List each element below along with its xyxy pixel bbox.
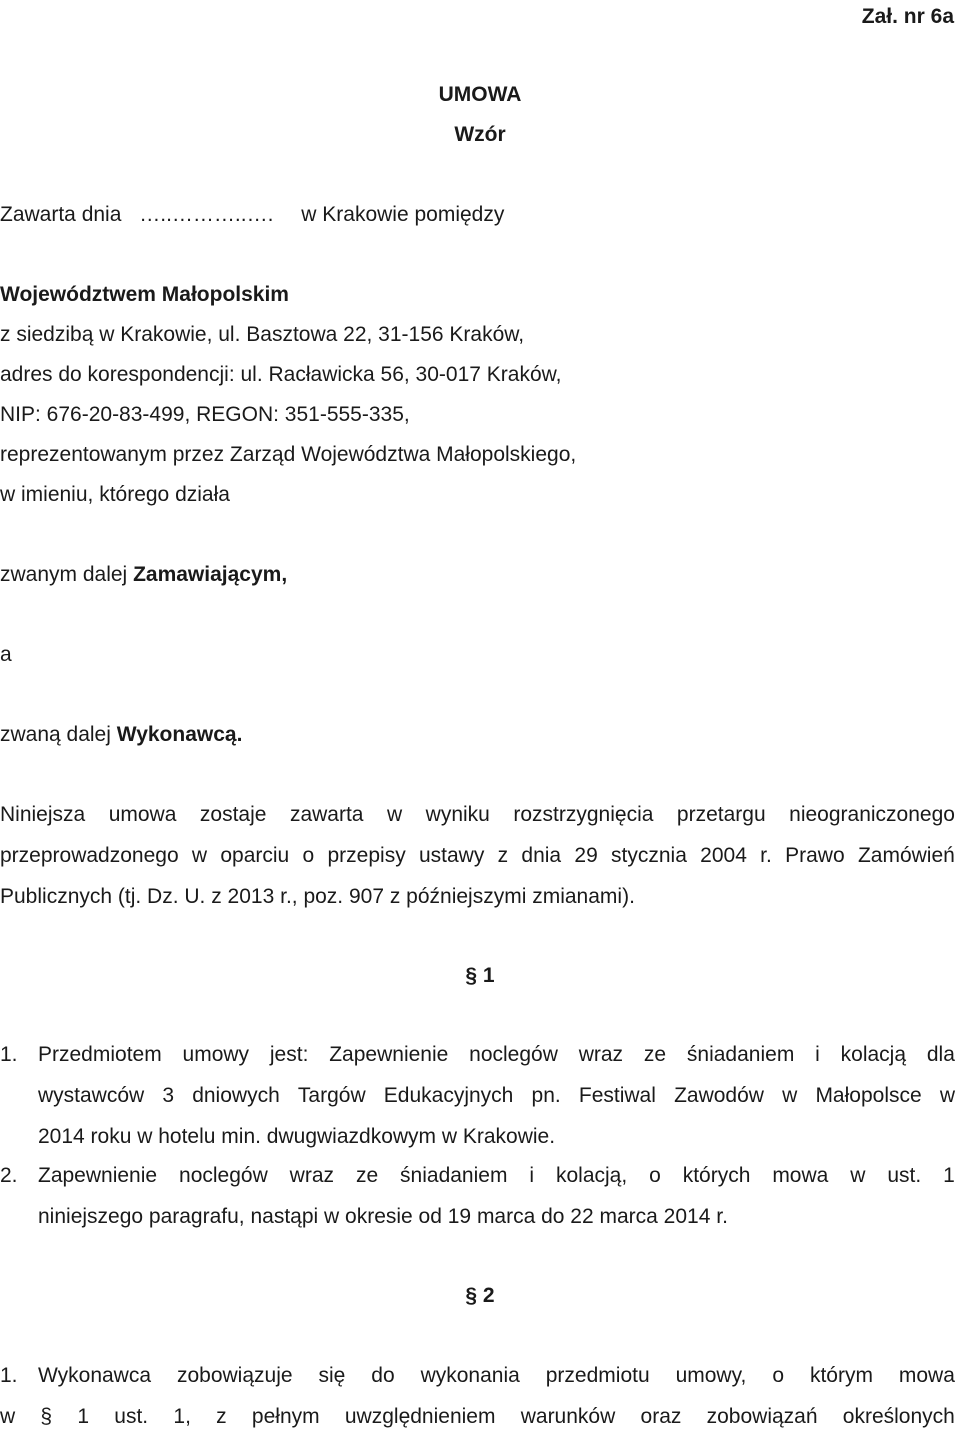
word: Festiwal: [578, 1084, 656, 1107]
word: Targów: [297, 1084, 366, 1107]
word: się: [318, 1364, 346, 1387]
word: 29: [574, 844, 598, 867]
word: o: [302, 844, 315, 867]
word: Edukacyjnych: [383, 1084, 514, 1107]
s1-item1-line-3: 2014 roku w hotelu min. dwugwiazdkowym w Krakowie.: [38, 1125, 556, 1148]
word: noclegów: [469, 1043, 558, 1066]
word: dla: [926, 1043, 955, 1066]
word: zawarta: [289, 803, 364, 826]
word: przeprowadzonego: [0, 844, 179, 867]
word: stycznia: [611, 844, 687, 867]
document-subtitle: Wzór: [454, 123, 506, 146]
word: 3: [162, 1084, 175, 1107]
word: umowa: [108, 803, 177, 826]
word: mowa: [898, 1364, 955, 1387]
word: w: [850, 1164, 866, 1187]
word: r.: [760, 844, 772, 867]
word: umowy,: [675, 1364, 747, 1387]
word: śniadaniem: [400, 1164, 508, 1187]
party2-called-prefix: zwaną dalej: [0, 723, 117, 746]
preamble-line-2: [0, 845, 955, 866]
party1-called: [0, 564, 287, 585]
word: i: [529, 1164, 535, 1187]
word: do: [371, 1364, 395, 1387]
word: kolacją,: [555, 1164, 628, 1187]
word: Niniejsza: [0, 803, 86, 826]
party1-ids: NIP: 676-20-83-499, REGON: 351-555-335,: [0, 403, 410, 426]
section-1-heading: § 1: [465, 964, 495, 987]
word: przepisy: [327, 844, 406, 867]
word: ust.: [887, 1164, 922, 1187]
s2-item1-line-2: [0, 1406, 955, 1427]
party1-address: z siedzibą w Krakowie, ul. Basztowa 22, 31-156 Kraków,: [0, 323, 525, 346]
word: w: [386, 803, 403, 826]
s1-item1-number: 1.: [0, 1043, 18, 1066]
s2-item1-number: 1.: [0, 1364, 18, 1387]
conjunction: a: [0, 643, 12, 666]
word: przedmiotu: [545, 1364, 650, 1387]
word: noclegów: [179, 1164, 268, 1187]
word: oparciu: [220, 844, 290, 867]
word: o: [772, 1364, 784, 1387]
s1-item1-line-1: [38, 1044, 955, 1065]
word: wraz: [578, 1043, 624, 1066]
annex-label: Zał. nr 6a: [861, 5, 954, 28]
signing-suffix: w Krakowie pomiędzy: [301, 203, 505, 226]
word: o: [649, 1164, 661, 1187]
word: ustawy: [418, 844, 485, 867]
word: Zapewnienie: [38, 1164, 158, 1187]
party1-represented: reprezentowanym przez Zarząd Województwa Małopolskiego,: [0, 443, 577, 466]
word: dniowych: [192, 1084, 280, 1107]
word: w: [939, 1084, 955, 1107]
word: śniadaniem: [686, 1043, 795, 1066]
party1-called-prefix: zwanym dalej: [0, 563, 134, 586]
word: §: [40, 1405, 53, 1428]
word: przetargu: [676, 803, 766, 826]
party1-role: Zamawiającym,: [133, 563, 288, 586]
word: Zapewnienie: [329, 1043, 449, 1066]
word: Prawo: [785, 844, 845, 867]
document-title: UMOWA: [438, 83, 522, 106]
s1-item1-line-2: [38, 1085, 955, 1106]
word: określonych: [842, 1405, 955, 1428]
word: ze: [355, 1164, 379, 1187]
word: zobowiązań: [706, 1405, 818, 1428]
party1-name: Województwem Małopolskim: [0, 283, 289, 306]
word: w: [191, 844, 208, 867]
s1-item2-line-1: [38, 1165, 955, 1186]
word: którym: [809, 1364, 873, 1387]
word: dnia: [521, 844, 562, 867]
word: umowy: [182, 1043, 250, 1066]
word: pn.: [531, 1084, 561, 1107]
word: uwzględnieniem: [344, 1405, 496, 1428]
word: ust.: [114, 1405, 149, 1428]
section-2-heading: § 2: [465, 1284, 495, 1307]
word: nieograniczonego: [789, 803, 955, 826]
party2-role: Wykonawcą.: [116, 723, 243, 746]
s1-item2-number: 2.: [0, 1164, 18, 1187]
word: jest:: [269, 1043, 309, 1066]
preamble-line-3: Publicznych (tj. Dz. U. z 2013 r., poz. 907 z późniejszymi zmianami).: [0, 885, 635, 908]
word: warunków: [520, 1405, 616, 1428]
word: z: [497, 844, 509, 867]
signing-prefix: Zawarta dnia: [0, 203, 122, 226]
s2-item1-line-1: [38, 1365, 955, 1386]
preamble-line-1: [0, 804, 955, 825]
word: 1,: [173, 1405, 191, 1428]
word: wyniku: [425, 803, 490, 826]
party2-called: [0, 724, 242, 745]
word: Małopolsce: [815, 1084, 922, 1107]
word: 1: [77, 1405, 90, 1428]
word: kolacją: [840, 1043, 907, 1066]
word: 2004: [700, 844, 747, 867]
word: w: [0, 1405, 16, 1428]
word: 1: [943, 1164, 955, 1187]
word: i: [815, 1043, 820, 1066]
s1-item2-line-2: niniejszego paragrafu, nastąpi w okresie od 19 marca do 22 marca 2014 r.: [38, 1205, 728, 1228]
word: wraz: [289, 1164, 335, 1187]
word: w: [782, 1084, 798, 1107]
word: Przedmiotem: [38, 1043, 162, 1066]
word: Wykonawca: [38, 1364, 152, 1387]
word: których: [682, 1164, 751, 1187]
word: oraz: [640, 1405, 682, 1428]
word: z: [216, 1405, 227, 1428]
word: pełnym: [251, 1405, 320, 1428]
word: ze: [643, 1043, 667, 1066]
word: Zawodów: [674, 1084, 764, 1107]
word: zobowiązuje: [176, 1364, 293, 1387]
signing-line: [0, 204, 504, 225]
word: zostaje: [199, 803, 267, 826]
word: Zamówień: [857, 844, 955, 867]
party1-acting: w imieniu, którego działa: [0, 483, 230, 506]
date-blank: …..………..….: [139, 203, 274, 226]
word: wykonania: [420, 1364, 520, 1387]
word: mowa: [772, 1164, 829, 1187]
word: rozstrzygnięcia: [513, 803, 654, 826]
party1-correspondence: adres do korespondencji: ul. Racławicka 56, 30-017 Kraków,: [0, 363, 562, 386]
word: wystawców: [38, 1084, 145, 1107]
